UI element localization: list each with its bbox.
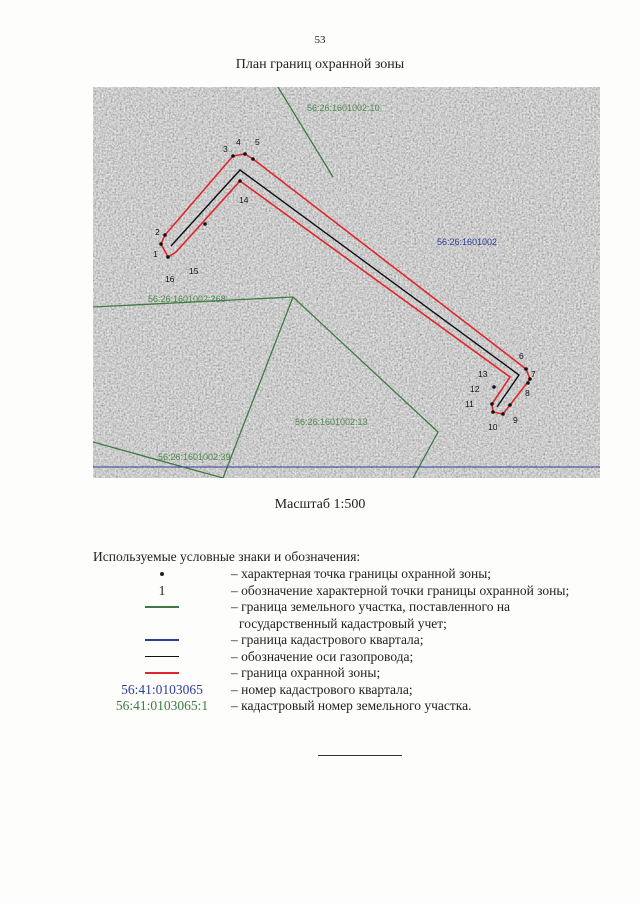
point-label: 3 bbox=[223, 144, 228, 154]
legend-line-swatch bbox=[145, 656, 179, 657]
boundary-point[interactable] bbox=[491, 410, 495, 414]
legend-symbol bbox=[93, 698, 231, 715]
bottom-rule bbox=[318, 755, 402, 756]
legend-symbol bbox=[93, 599, 231, 616]
boundary-point[interactable] bbox=[524, 367, 528, 371]
point-label: 1 bbox=[153, 249, 158, 259]
point-label: 13 bbox=[478, 369, 488, 379]
plan-title: План границ охранной зоны bbox=[235, 57, 405, 72]
legend-line-swatch bbox=[145, 606, 179, 608]
legend-text: – кадастровый номер земельного участка. bbox=[231, 698, 472, 713]
point-label: 2 bbox=[155, 227, 160, 237]
point-label: 5 bbox=[255, 137, 260, 147]
point-label: 12 bbox=[470, 384, 480, 394]
legend-text: – граница земельного участка, поставленного на bbox=[231, 599, 511, 614]
boundary-point[interactable] bbox=[251, 157, 255, 161]
legend-text: – граница кадастрового квартала; bbox=[231, 632, 424, 647]
boundary-point[interactable] bbox=[526, 381, 530, 385]
point-label: 11 bbox=[465, 399, 474, 409]
quarter-label: 56:26:1601002 bbox=[437, 237, 498, 247]
legend-row bbox=[93, 583, 633, 600]
legend-text: – обозначение характерной точки границы охранной зоны; bbox=[231, 582, 570, 598]
map-frame[interactable] bbox=[93, 87, 600, 478]
point-label: 15 bbox=[189, 266, 199, 276]
legend-row bbox=[93, 566, 633, 583]
point-label: 10 bbox=[488, 422, 498, 432]
point-label: 7 bbox=[531, 369, 536, 379]
legend-row bbox=[93, 599, 633, 616]
boundary-point[interactable] bbox=[490, 402, 494, 406]
legend-symbol-text: 56:41:0103065 bbox=[121, 681, 203, 697]
legend-symbol-text: 56:41:0103065:1 bbox=[115, 698, 209, 713]
page-number: 53 bbox=[314, 34, 326, 46]
legend-symbol bbox=[93, 649, 231, 666]
boundary-point[interactable] bbox=[501, 412, 505, 416]
map-svg bbox=[93, 87, 600, 478]
boundary-point[interactable] bbox=[243, 152, 247, 156]
boundary-point[interactable] bbox=[238, 179, 242, 183]
legend-text: – номер кадастрового квартала; bbox=[231, 681, 413, 697]
point-marker-icon bbox=[160, 572, 164, 576]
parcel-label: 56:26:1601002:268 bbox=[148, 294, 226, 304]
legend-row bbox=[93, 682, 633, 699]
point-label: 9 bbox=[513, 415, 518, 425]
legend bbox=[93, 566, 633, 715]
legend-symbol bbox=[93, 566, 231, 583]
point-label: 6 bbox=[519, 351, 524, 361]
parcel-label: 56:26:1601002:10 bbox=[307, 103, 380, 113]
legend-line-swatch bbox=[145, 672, 179, 674]
boundary-point[interactable] bbox=[159, 242, 163, 246]
legend-line-swatch bbox=[145, 639, 179, 641]
boundary-point[interactable] bbox=[163, 233, 167, 237]
boundary-point[interactable] bbox=[166, 255, 170, 259]
boundary-point[interactable] bbox=[492, 385, 496, 389]
legend-title: Используемые условные знаки и обозначения: bbox=[93, 549, 361, 564]
scale-label: Масштаб 1:500 bbox=[274, 497, 366, 512]
legend-symbol bbox=[93, 682, 231, 699]
legend-text: – обозначение оси газопровода; bbox=[231, 648, 414, 664]
legend-text: – характерная точка границы охранной зоны; bbox=[231, 566, 492, 581]
legend-text: – граница охранной зоны; bbox=[231, 665, 381, 680]
point-label: 4 bbox=[236, 137, 241, 147]
legend-row bbox=[93, 665, 633, 682]
point-label: 14 bbox=[239, 195, 249, 205]
parcel-label: 56:26:1601002:13 bbox=[295, 417, 368, 427]
legend-row bbox=[93, 616, 633, 633]
legend-symbol bbox=[93, 583, 231, 600]
legend-symbol bbox=[93, 632, 231, 649]
point-label: 8 bbox=[525, 388, 530, 398]
legend-symbol bbox=[93, 616, 231, 633]
parcel-label: 56:26:1601002:39 bbox=[158, 452, 231, 462]
boundary-point[interactable] bbox=[203, 222, 207, 226]
boundary-point[interactable] bbox=[231, 154, 235, 158]
boundary-point[interactable] bbox=[508, 403, 512, 407]
legend-row bbox=[93, 698, 633, 715]
legend-row bbox=[93, 632, 633, 649]
point-label: 16 bbox=[165, 274, 175, 284]
legend-text: государственный кадастровый учет; bbox=[239, 615, 447, 631]
legend-symbol bbox=[93, 665, 231, 682]
legend-row bbox=[93, 649, 633, 666]
legend-symbol-text: 1 bbox=[158, 582, 166, 598]
